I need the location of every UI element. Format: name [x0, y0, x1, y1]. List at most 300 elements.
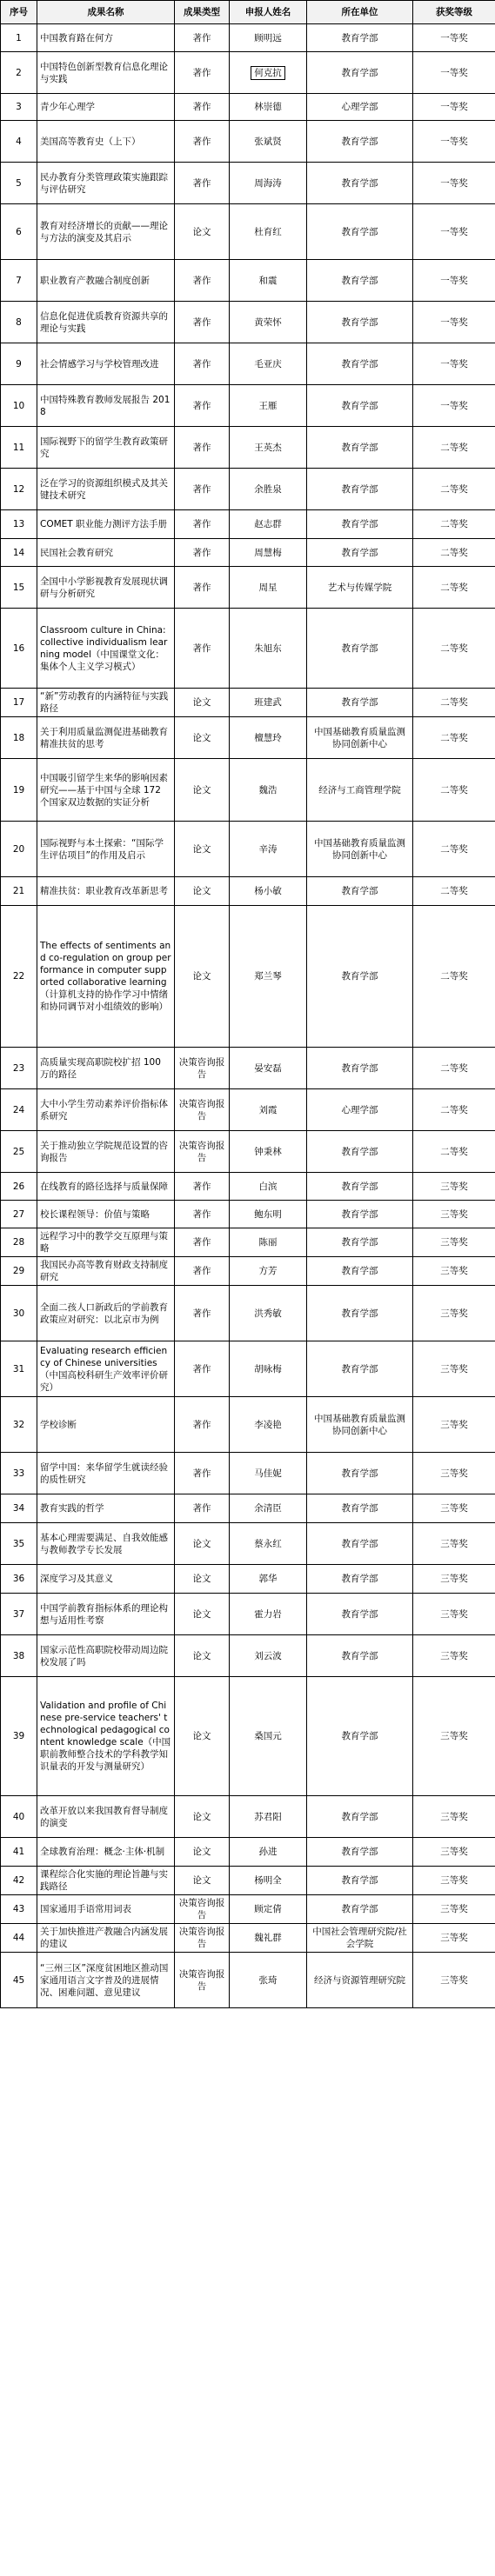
applicant-name-cell: 黄荣怀	[230, 302, 307, 343]
award-level-cell: 二等奖	[413, 427, 495, 469]
affiliated-unit-cell: 教育学部	[307, 469, 413, 510]
row-number-cell: 33	[1, 1453, 37, 1494]
row-number-cell: 8	[1, 302, 37, 343]
award-level-cell: 三等奖	[413, 1895, 495, 1924]
achievement-title-cell: 国家通用手语常用词表	[37, 1895, 175, 1924]
header-award: 获奖等级	[413, 1, 495, 24]
achievement-type-cell: 论文	[175, 1796, 230, 1838]
achievement-title-cell: “新”劳动教育的内涵特征与实践路径	[37, 689, 175, 717]
affiliated-unit-cell: 教育学部	[307, 539, 413, 567]
row-number-cell: 4	[1, 121, 37, 163]
affiliated-unit-cell: 教育学部	[307, 1594, 413, 1635]
award-level-cell: 二等奖	[413, 1131, 495, 1173]
award-level-cell: 一等奖	[413, 343, 495, 385]
achievement-type-cell: 著作	[175, 1286, 230, 1341]
affiliated-unit-cell: 教育学部	[307, 385, 413, 427]
table-row	[1, 822, 495, 877]
applicant-name-cell: 洪秀敏	[230, 1286, 307, 1341]
affiliated-unit-cell: 教育学部	[307, 1838, 413, 1867]
achievement-title-cell: COMET 职业能力测评方法手册	[37, 510, 175, 539]
row-number-cell: 41	[1, 1838, 37, 1867]
row-number-cell: 13	[1, 510, 37, 539]
table-row	[1, 1565, 495, 1594]
affiliated-unit-cell: 艺术与传媒学院	[307, 567, 413, 609]
achievement-title-cell: 职业教育产教融合制度创新	[37, 260, 175, 302]
achievement-title-cell: 国际视野与本土探索：“国际学生评估项目”的作用及启示	[37, 822, 175, 877]
affiliated-unit-cell: 中国基础教育质量监测协同创新中心	[307, 717, 413, 759]
table-body	[1, 24, 495, 2008]
achievement-title-cell: 留学中国：来华留学生就读经验的质性研究	[37, 1453, 175, 1494]
row-number-cell: 30	[1, 1286, 37, 1341]
table-row	[1, 1796, 495, 1838]
applicant-name-cell: 和震	[230, 260, 307, 302]
table-row	[1, 24, 495, 52]
row-number-cell: 43	[1, 1895, 37, 1924]
row-number-cell: 1	[1, 24, 37, 52]
row-number-cell: 26	[1, 1173, 37, 1201]
achievement-type-cell: 论文	[175, 1838, 230, 1867]
table-row	[1, 1089, 495, 1131]
award-level-cell: 三等奖	[413, 1228, 495, 1257]
achievement-type-cell: 论文	[175, 1523, 230, 1565]
applicant-name-cell: 杜育红	[230, 204, 307, 260]
award-level-cell: 三等奖	[413, 1494, 495, 1523]
row-number-cell: 44	[1, 1924, 37, 1953]
table-row	[1, 717, 495, 759]
applicant-name-cell: 孙进	[230, 1838, 307, 1867]
applicant-name-cell: 杨小敏	[230, 877, 307, 906]
row-number-cell: 28	[1, 1228, 37, 1257]
applicant-name-cell: 桑国元	[230, 1677, 307, 1796]
achievement-type-cell: 决策咨询报告	[175, 1924, 230, 1953]
achievement-title-cell: 民国社会教育研究	[37, 539, 175, 567]
applicant-name-cell: 胡咏梅	[230, 1341, 307, 1397]
applicant-name-cell: 周慧梅	[230, 539, 307, 567]
affiliated-unit-cell: 教育学部	[307, 52, 413, 94]
row-number-cell: 37	[1, 1594, 37, 1635]
applicant-name-cell: 魏浩	[230, 759, 307, 822]
table-row	[1, 1131, 495, 1173]
achievement-title-cell: 全国中小学影视教育发展现状调研与分析研究	[37, 567, 175, 609]
achievement-title-cell: 我国民办高等教育财政支持制度研究	[37, 1257, 175, 1286]
achievement-title-cell: 中国吸引留学生来华的影响因素研究——基于中国与全球 172 个国家双边数据的实证分析	[37, 759, 175, 822]
achievement-type-cell: 论文	[175, 689, 230, 717]
table-row	[1, 1173, 495, 1201]
row-number-cell: 36	[1, 1565, 37, 1594]
award-level-cell: 一等奖	[413, 52, 495, 94]
achievement-title-cell: 关于推动独立学院规范设置的咨询报告	[37, 1131, 175, 1173]
award-level-cell: 一等奖	[413, 302, 495, 343]
award-level-cell: 三等奖	[413, 1565, 495, 1594]
applicant-name-boxed: 何克抗	[251, 66, 285, 80]
row-number-cell: 25	[1, 1131, 37, 1173]
achievement-type-cell: 著作	[175, 94, 230, 121]
row-number-cell: 34	[1, 1494, 37, 1523]
award-level-cell: 三等奖	[413, 1453, 495, 1494]
achievement-type-cell: 决策咨询报告	[175, 1131, 230, 1173]
award-level-cell: 二等奖	[413, 1048, 495, 1089]
row-number-cell: 38	[1, 1635, 37, 1677]
applicant-name-cell: 毛亚庆	[230, 343, 307, 385]
award-level-cell: 三等奖	[413, 1838, 495, 1867]
row-number-cell: 27	[1, 1201, 37, 1228]
applicant-name-cell: 马佳妮	[230, 1453, 307, 1494]
applicant-name-cell: 苏君阳	[230, 1796, 307, 1838]
table-row	[1, 94, 495, 121]
table-row	[1, 163, 495, 204]
applicant-name-cell: 顾定倩	[230, 1895, 307, 1924]
affiliated-unit-cell: 中国社会管理研究院/社会学院	[307, 1924, 413, 1953]
table-row	[1, 1048, 495, 1089]
achievement-type-cell: 决策咨询报告	[175, 1089, 230, 1131]
applicant-name-cell: 周星	[230, 567, 307, 609]
achievement-title-cell: 精准扶贫：职业教育改革新思考	[37, 877, 175, 906]
table-row	[1, 260, 495, 302]
achievement-type-cell: 决策咨询报告	[175, 1048, 230, 1089]
row-number-cell: 12	[1, 469, 37, 510]
applicant-name-cell: 周海涛	[230, 163, 307, 204]
applicant-name-cell: 鲍东明	[230, 1201, 307, 1228]
achievement-type-cell: 论文	[175, 1867, 230, 1895]
row-number-cell: 6	[1, 204, 37, 260]
award-level-cell: 一等奖	[413, 385, 495, 427]
row-number-cell: 5	[1, 163, 37, 204]
affiliated-unit-cell: 心理学部	[307, 94, 413, 121]
achievement-title-cell: Evaluating research efficiency of Chinese universities（中国高校科研生产效率评价研究）	[37, 1341, 175, 1397]
award-level-cell: 二等奖	[413, 510, 495, 539]
applicant-name-cell: 余清臣	[230, 1494, 307, 1523]
achievement-type-cell: 著作	[175, 121, 230, 163]
achievement-type-cell: 著作	[175, 24, 230, 52]
award-level-cell: 二等奖	[413, 567, 495, 609]
achievement-type-cell: 著作	[175, 539, 230, 567]
table-row	[1, 689, 495, 717]
achievement-type-cell: 论文	[175, 1635, 230, 1677]
row-number-cell: 24	[1, 1089, 37, 1131]
applicant-name-cell: 白滨	[230, 1173, 307, 1201]
achievement-type-cell: 论文	[175, 1594, 230, 1635]
achievement-title-cell: 课程综合化实施的理论旨趣与实践路径	[37, 1867, 175, 1895]
applicant-name-cell: 郭华	[230, 1565, 307, 1594]
achievement-title-cell: 中国学前教育指标体系的理论构想与适用性考察	[37, 1594, 175, 1635]
row-number-cell: 31	[1, 1341, 37, 1397]
affiliated-unit-cell: 教育学部	[307, 1523, 413, 1565]
affiliated-unit-cell: 教育学部	[307, 1228, 413, 1257]
award-level-cell: 一等奖	[413, 121, 495, 163]
row-number-cell: 14	[1, 539, 37, 567]
table-row	[1, 469, 495, 510]
affiliated-unit-cell: 教育学部	[307, 121, 413, 163]
achievement-type-cell: 著作	[175, 469, 230, 510]
affiliated-unit-cell: 教育学部	[307, 689, 413, 717]
affiliated-unit-cell: 教育学部	[307, 1048, 413, 1089]
table-row	[1, 1228, 495, 1257]
header-applicant: 申报人姓名	[230, 1, 307, 24]
applicant-name-cell: 刘霞	[230, 1089, 307, 1131]
achievement-type-cell: 著作	[175, 1173, 230, 1201]
achievement-type-cell: 论文	[175, 877, 230, 906]
award-level-cell: 三等奖	[413, 1257, 495, 1286]
award-level-cell: 三等奖	[413, 1924, 495, 1953]
achievement-title-cell: 深度学习及其意义	[37, 1565, 175, 1594]
achievement-title-cell: 基本心理需要满足、自我效能感与教师教学专长发展	[37, 1523, 175, 1565]
affiliated-unit-cell: 教育学部	[307, 163, 413, 204]
affiliated-unit-cell: 经济与工商管理学院	[307, 759, 413, 822]
achievement-title-cell: 关于加快推进产教融合内涵发展的建议	[37, 1924, 175, 1953]
award-level-cell: 二等奖	[413, 1089, 495, 1131]
applicant-name-cell: 刘云波	[230, 1635, 307, 1677]
applicant-name-cell: 林崇德	[230, 94, 307, 121]
table-row	[1, 1523, 495, 1565]
row-number-cell: 10	[1, 385, 37, 427]
affiliated-unit-cell: 教育学部	[307, 1173, 413, 1201]
applicant-name-cell: 余胜泉	[230, 469, 307, 510]
achievement-title-cell: 泛在学习的资源组织模式及其关键技术研究	[37, 469, 175, 510]
achievement-title-cell: 中国特殊教育教师发展报告 2018	[37, 385, 175, 427]
applicant-name-cell: 晏安磊	[230, 1048, 307, 1089]
award-level-cell: 二等奖	[413, 906, 495, 1048]
affiliated-unit-cell: 教育学部	[307, 1494, 413, 1523]
row-number-cell: 22	[1, 906, 37, 1048]
achievement-title-cell: 教育实践的哲学	[37, 1494, 175, 1523]
row-number-cell: 40	[1, 1796, 37, 1838]
applicant-name-cell: 方芳	[230, 1257, 307, 1286]
applicant-name-cell: 张琦	[230, 1953, 307, 2008]
achievement-type-cell: 决策咨询报告	[175, 1895, 230, 1924]
award-level-cell: 三等奖	[413, 1201, 495, 1228]
row-number-cell: 3	[1, 94, 37, 121]
table-row	[1, 877, 495, 906]
award-level-cell: 二等奖	[413, 689, 495, 717]
table-row	[1, 539, 495, 567]
award-level-cell: 三等奖	[413, 1286, 495, 1341]
applicant-name-cell: 蔡永红	[230, 1523, 307, 1565]
award-level-cell: 一等奖	[413, 24, 495, 52]
header-unit: 所在单位	[307, 1, 413, 24]
table-row	[1, 302, 495, 343]
applicant-name-cell: 陈丽	[230, 1228, 307, 1257]
achievement-title-cell: 中国特色创新型教育信息化理论与实践	[37, 52, 175, 94]
applicant-name-cell: 钟秉林	[230, 1131, 307, 1173]
achievement-type-cell: 论文	[175, 906, 230, 1048]
affiliated-unit-cell: 教育学部	[307, 1796, 413, 1838]
row-number-cell: 42	[1, 1867, 37, 1895]
row-number-cell: 11	[1, 427, 37, 469]
achievement-title-cell: 社会情感学习与学校管理改进	[37, 343, 175, 385]
table-row	[1, 1895, 495, 1924]
achievement-title-cell: 民办教育分类管理政策实施跟踪与评估研究	[37, 163, 175, 204]
affiliated-unit-cell: 教育学部	[307, 1453, 413, 1494]
achievement-title-cell: 学校诊断	[37, 1397, 175, 1453]
table-row	[1, 121, 495, 163]
affiliated-unit-cell: 教育学部	[307, 1286, 413, 1341]
achievement-title-cell: 远程学习中的教学交互原理与策略	[37, 1228, 175, 1257]
affiliated-unit-cell: 教育学部	[307, 427, 413, 469]
table-row	[1, 1924, 495, 1953]
applicant-name-cell: 魏礼群	[230, 1924, 307, 1953]
applicant-name-cell: 顾明远	[230, 24, 307, 52]
row-number-cell: 23	[1, 1048, 37, 1089]
table-row	[1, 1494, 495, 1523]
affiliated-unit-cell: 教育学部	[307, 1677, 413, 1796]
row-number-cell: 16	[1, 609, 37, 689]
table-row	[1, 759, 495, 822]
applicant-name-cell: 檀慧玲	[230, 717, 307, 759]
affiliated-unit-cell: 教育学部	[307, 1341, 413, 1397]
affiliated-unit-cell: 教育学部	[307, 1257, 413, 1286]
award-level-cell: 三等奖	[413, 1173, 495, 1201]
achievement-type-cell: 论文	[175, 759, 230, 822]
achievement-title-cell: 全球教育治理：概念·主体·机制	[37, 1838, 175, 1867]
row-number-cell: 7	[1, 260, 37, 302]
award-level-cell: 一等奖	[413, 204, 495, 260]
row-number-cell: 21	[1, 877, 37, 906]
affiliated-unit-cell: 教育学部	[307, 1565, 413, 1594]
achievement-type-cell: 著作	[175, 567, 230, 609]
table-row	[1, 204, 495, 260]
applicant-name-cell: 王英杰	[230, 427, 307, 469]
achievement-title-cell: 高质量实现高职院校扩招 100 万的路径	[37, 1048, 175, 1089]
achievement-type-cell: 著作	[175, 52, 230, 94]
applicant-name-cell: 赵志群	[230, 510, 307, 539]
table-row	[1, 1953, 495, 2008]
table-row	[1, 567, 495, 609]
achievement-type-cell: 论文	[175, 717, 230, 759]
affiliated-unit-cell: 教育学部	[307, 906, 413, 1048]
row-number-cell: 39	[1, 1677, 37, 1796]
achievement-type-cell: 论文	[175, 1565, 230, 1594]
award-level-cell: 一等奖	[413, 163, 495, 204]
award-level-cell: 三等奖	[413, 1796, 495, 1838]
applicant-name-cell: 李凌艳	[230, 1397, 307, 1453]
row-number-cell: 18	[1, 717, 37, 759]
achievement-type-cell: 著作	[175, 163, 230, 204]
achievement-title-cell: 改革开放以来我国教育督导制度的演变	[37, 1796, 175, 1838]
row-number-cell: 15	[1, 567, 37, 609]
table-row	[1, 609, 495, 689]
table-row	[1, 906, 495, 1048]
row-number-cell: 20	[1, 822, 37, 877]
row-number-cell: 9	[1, 343, 37, 385]
applicant-name-cell: 杨明全	[230, 1867, 307, 1895]
table-row	[1, 1341, 495, 1397]
table-row	[1, 1397, 495, 1453]
achievement-type-cell: 著作	[175, 1257, 230, 1286]
achievement-type-cell: 决策咨询报告	[175, 1953, 230, 2008]
table-row	[1, 1257, 495, 1286]
award-level-cell: 二等奖	[413, 759, 495, 822]
award-level-cell: 二等奖	[413, 717, 495, 759]
applicant-name-cell: 辛涛	[230, 822, 307, 877]
achievement-type-cell: 论文	[175, 822, 230, 877]
table-row	[1, 1677, 495, 1796]
applicant-name-cell: 朱旭东	[230, 609, 307, 689]
affiliated-unit-cell: 经济与资源管理研究院	[307, 1953, 413, 2008]
table-row	[1, 1635, 495, 1677]
award-level-cell: 三等奖	[413, 1953, 495, 2008]
achievement-title-cell: 信息化促进优质教育资源共享的理论与实践	[37, 302, 175, 343]
row-number-cell: 17	[1, 689, 37, 717]
table-header-row	[1, 1, 495, 24]
affiliated-unit-cell: 中国基础教育质量监测协同创新中心	[307, 822, 413, 877]
award-level-cell: 三等奖	[413, 1397, 495, 1453]
achievement-title-cell: 中国教育路在何方	[37, 24, 175, 52]
affiliated-unit-cell: 教育学部	[307, 510, 413, 539]
achievement-title-cell: 国家示范性高职院校带动周边院校发展了吗	[37, 1635, 175, 1677]
achievement-title-cell: 美国高等教育史（上下）	[37, 121, 175, 163]
affiliated-unit-cell: 中国基础教育质量监测协同创新中心	[307, 1397, 413, 1453]
award-level-cell: 一等奖	[413, 94, 495, 121]
table-row	[1, 1201, 495, 1228]
award-level-cell: 二等奖	[413, 539, 495, 567]
award-level-cell: 三等奖	[413, 1523, 495, 1565]
applicant-name-cell: 霍力岩	[230, 1594, 307, 1635]
table-row	[1, 1594, 495, 1635]
row-number-cell: 45	[1, 1953, 37, 2008]
row-number-cell: 2	[1, 52, 37, 94]
achievement-title-cell: 校长课程领导：价值与策略	[37, 1201, 175, 1228]
applicant-name-cell: 郑兰琴	[230, 906, 307, 1048]
achievement-title-cell: 全面二孩人口新政后的学前教育政策应对研究：以北京市为例	[37, 1286, 175, 1341]
affiliated-unit-cell: 教育学部	[307, 1131, 413, 1173]
header-no: 序号	[1, 1, 37, 24]
row-number-cell: 32	[1, 1397, 37, 1453]
achievement-title-cell: The effects of sentiments and co-regulation on group performance in computer supported collaborative learning（计算机支持的协作学习中情绪和协同调节对小组绩效的影响）	[37, 906, 175, 1048]
achievement-title-cell: Validation and profile of Chinese pre-service teachers' technological pedagogical content knowledge scale（中国职前教师整合技术的学科教学知识量表的开发与测量研究）	[37, 1677, 175, 1796]
applicant-name-cell: 王雁	[230, 385, 307, 427]
table-row	[1, 1867, 495, 1895]
applicant-name-cell: 班建武	[230, 689, 307, 717]
row-number-cell: 19	[1, 759, 37, 822]
achievement-type-cell: 著作	[175, 1201, 230, 1228]
affiliated-unit-cell: 教育学部	[307, 260, 413, 302]
table-row	[1, 510, 495, 539]
award-level-cell: 三等奖	[413, 1677, 495, 1796]
achievement-title-cell: 青少年心理学	[37, 94, 175, 121]
achievement-type-cell: 著作	[175, 1341, 230, 1397]
achievement-title-cell: 在线教育的路径选择与质量保障	[37, 1173, 175, 1201]
achievement-type-cell: 著作	[175, 385, 230, 427]
table-row	[1, 427, 495, 469]
achievement-title-cell: “三州三区”深度贫困地区推动国家通用语言文字普及的进展情况、困难问题、意见建议	[37, 1953, 175, 2008]
achievement-type-cell: 著作	[175, 1228, 230, 1257]
achievement-title-cell: 关于利用质量监测促进基础教育精准扶贫的思考	[37, 717, 175, 759]
achievement-type-cell: 著作	[175, 427, 230, 469]
affiliated-unit-cell: 教育学部	[307, 1895, 413, 1924]
achievement-title-cell: 教育对经济增长的贡献——理论与方法的演变及其启示	[37, 204, 175, 260]
award-level-cell: 二等奖	[413, 822, 495, 877]
award-level-cell: 三等奖	[413, 1635, 495, 1677]
table-row	[1, 1838, 495, 1867]
award-level-cell: 三等奖	[413, 1341, 495, 1397]
affiliated-unit-cell: 心理学部	[307, 1089, 413, 1131]
achievement-type-cell: 著作	[175, 1397, 230, 1453]
achievement-type-cell: 著作	[175, 260, 230, 302]
achievement-title-cell: Classroom culture in China: collective individualism learning model（中国课堂文化：集体个人主义学习模式）	[37, 609, 175, 689]
affiliated-unit-cell: 教育学部	[307, 1201, 413, 1228]
achievement-type-cell: 论文	[175, 204, 230, 260]
affiliated-unit-cell: 教育学部	[307, 877, 413, 906]
award-level-cell: 二等奖	[413, 469, 495, 510]
table-row	[1, 385, 495, 427]
achievement-type-cell: 著作	[175, 343, 230, 385]
applicant-name-cell: 张斌贤	[230, 121, 307, 163]
affiliated-unit-cell: 教育学部	[307, 24, 413, 52]
achievement-type-cell: 论文	[175, 1677, 230, 1796]
achievement-type-cell: 著作	[175, 510, 230, 539]
achievement-type-cell: 著作	[175, 1494, 230, 1523]
achievement-type-cell: 著作	[175, 609, 230, 689]
